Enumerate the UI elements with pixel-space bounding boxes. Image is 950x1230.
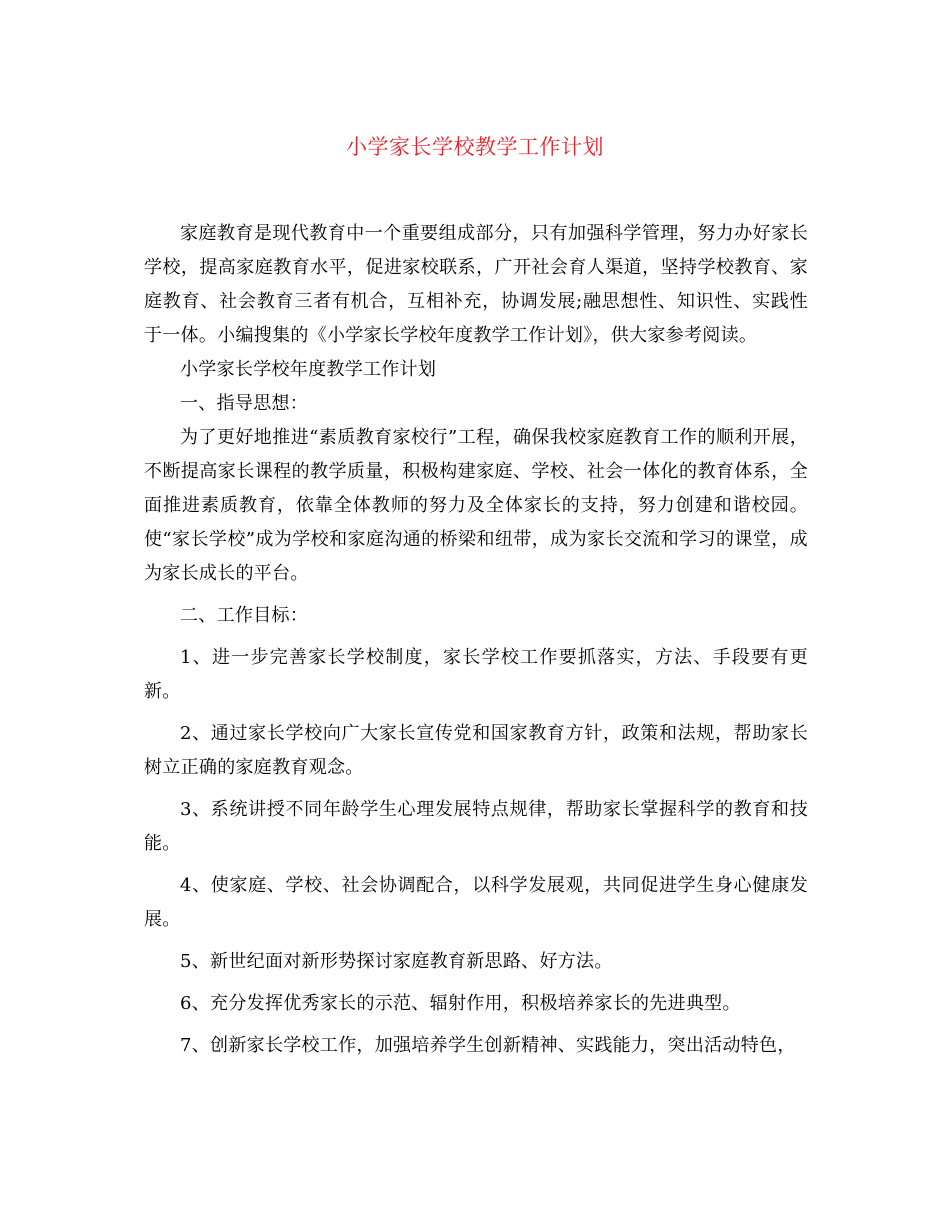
section-heading-guiding-thought: 一、指导思想：	[180, 393, 309, 414]
goal-item-5: 5、新世纪面对新形势探讨家庭教育新思路、好方法。	[180, 951, 613, 972]
goal-item-6: 6、充分发挥优秀家长的示范、辐射作用，积极培养家长的先进典型。	[180, 993, 741, 1014]
section-heading-work-goals: 二、工作目标：	[180, 605, 309, 626]
paragraph-subtitle: 小学家长学校年度教学工作计划	[180, 359, 437, 380]
goal-item-4: 4、使家庭、学校、社会协调配合，以科学发展观，共同促进学生身心健康发展。	[144, 875, 808, 930]
paragraph-guiding-thought: 为了更好地推进“素质教育家校行”工程，确保我校家庭教育工作的顺利开展，不断提高家长课程的教学质量，积极构建家庭、学校、社会一体化的教育体系，全面推进素质教育，依靠全体教师的努力及全体家长的支持，努力创建和谐校园。使“家长学校”成为学校和家庭沟通的桥梁和纽带，成为家长交流和学习的课堂，成为家长成长的平台。	[144, 427, 808, 584]
goal-item-2: 2、通过家长学校向广大家长宣传党和国家教育方针，政策和法规，帮助家长树立正确的家庭教育观念。	[144, 723, 808, 778]
paragraph-intro: 家庭教育是现代教育中一个重要组成部分，只有加强科学管理，努力办好家长学校，提高家庭教育水平，促进家校联系，广开社会育人渠道，坚持学校教育、家庭教育、社会教育三者有机合，互相补充，协调发展;融思想性、知识性、实践性于一体。小编搜集的《小学家长学校年度教学工作计划》，供大家参考阅读。	[144, 223, 808, 346]
goal-item-1: 1、进一步完善家长学校制度，家长学校工作要抓落实，方法、手段要有更新。	[144, 647, 808, 702]
goal-item-3: 3、系统讲授不同年龄学生心理发展特点规律，帮助家长掌握科学的教育和技能。	[144, 799, 808, 854]
document-title: 小学家长学校教学工作计划	[346, 135, 604, 159]
goal-item-7: 7、创新家长学校工作，加强培养学生创新精神、实践能力，突出活动特色，	[180, 1035, 796, 1056]
document-body	[144, 217, 808, 1063]
